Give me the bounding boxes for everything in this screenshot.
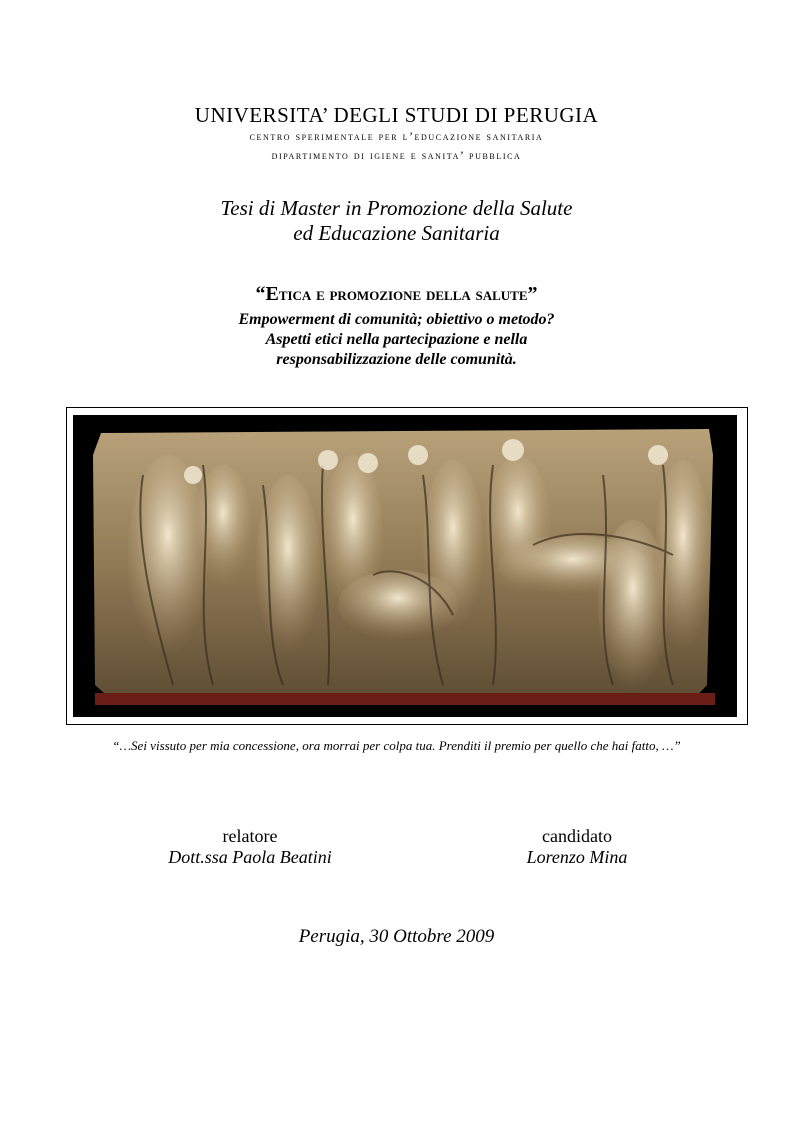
title-rest: tica e promozione della salute [278, 284, 528, 305]
thesis-title [0, 283, 793, 306]
candidato-block [447, 826, 707, 868]
thesis-type-line-2: ed Educazione Sanitaria [293, 221, 500, 245]
place-and-date: Perugia, 30 Ottobre 2009 [298, 926, 495, 947]
subtitle-line-1: Empowerment di comunità; obiettivo o metodo? [238, 311, 555, 328]
dipartimento-line: dipartimento di igiene e sanita’ pubblica [271, 150, 522, 162]
relatore-block [120, 826, 380, 868]
title-close-quote: ” [527, 283, 538, 305]
centro-line: centro sperimentale per l’educazione sanitaria [249, 131, 544, 143]
candidato-label: candidato [542, 826, 612, 846]
relief-illustration [73, 415, 737, 717]
subtitle-line-3: responsabilizzazione delle comunità. [276, 351, 517, 368]
relatore-label: relatore [222, 826, 278, 846]
title-open-quote: “ [255, 283, 266, 305]
relatore-name: Dott.ssa Paola Beatini [168, 847, 332, 867]
candidato-name: Lorenzo Mina [526, 847, 628, 867]
university-name: UNIVERSITA’ DEGLI STUDI DI PERUGIA [194, 103, 599, 127]
thesis-type-line-1: Tesi di Master in Promozione della Salute [220, 196, 573, 220]
epigraph-quote: “…Sei vissuto per mia concessione, ora morrai per colpa tua. Prenditi il premio per quello che hai fatto, …” [112, 738, 681, 753]
subtitle-line-2: Aspetti etici nella partecipazione e nella [265, 331, 528, 348]
sarcophagus-relief-image [73, 415, 737, 717]
title-first-letter: E [265, 283, 279, 305]
